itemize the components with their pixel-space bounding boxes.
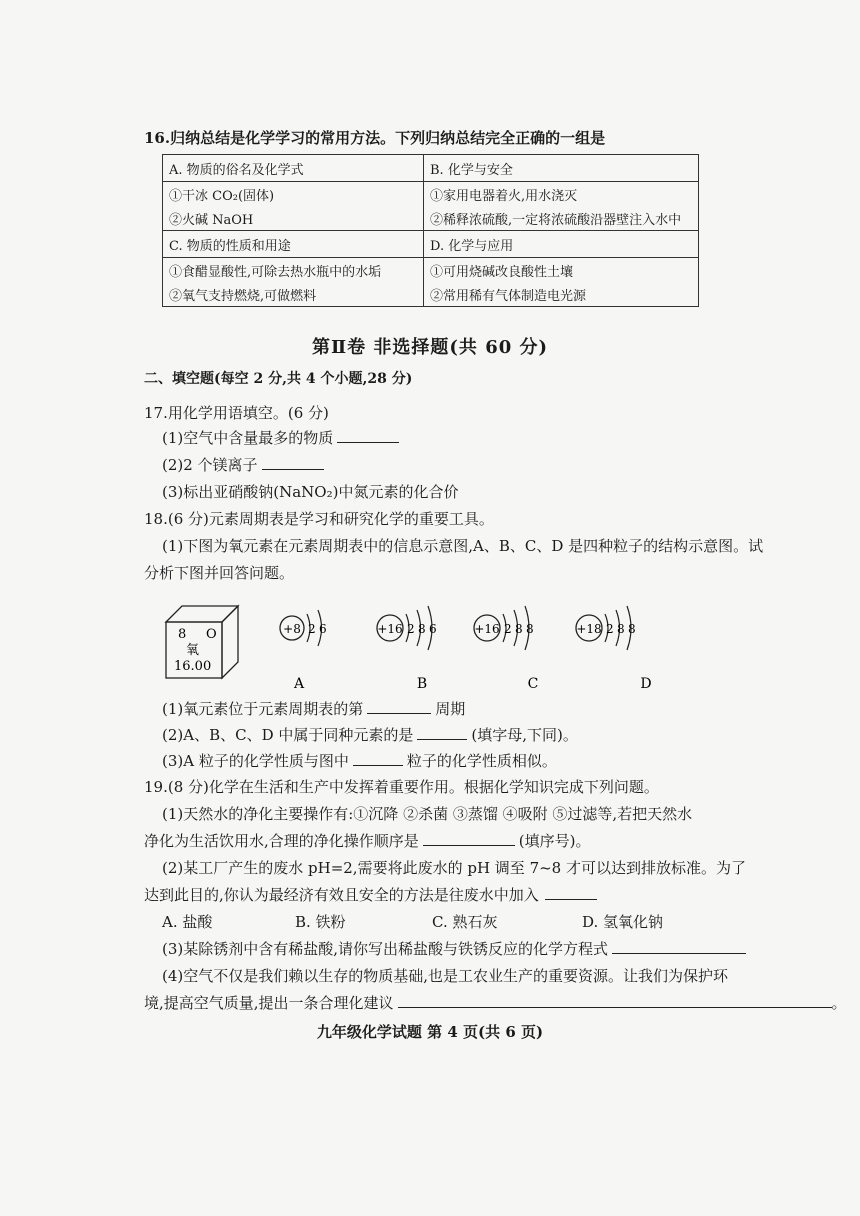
q18-intro-line1: (1)下图为氧元素在元素周期表中的信息示意图,A、B、C、D 是四种粒子的结构示意图。试 [162,537,764,555]
q18-part1-text: (1)氧元素位于元素周期表的第 [162,700,364,718]
atom-a [280,610,327,692]
q18-part2 [162,725,578,745]
q18-part2-text: (2)A、B、C、D 中属于同种元素的是 [162,726,414,744]
q19-option-d: D. 氢氧化钠 [582,913,664,931]
q18-part2-suffix: (填字母,下同)。 [471,726,578,744]
section-title: 第Ⅱ卷 非选择题(共 60 分) [311,337,549,358]
q19-answer4-blank[interactable] [398,993,832,1008]
option-d-item1: ①可用烧碱改良酸性土壤 [424,258,699,283]
atom-a-label: A [293,676,305,692]
q16-stem: 16.归纳总结是化学学习的常用方法。下列归纳总结完全正确的一组是 [144,129,606,147]
q19-answer2-blank[interactable] [545,885,597,900]
atom-b-nucleus: +16 [377,622,403,636]
q17-part2-text: (2)2 个镁离子 [162,456,258,474]
atom-c-label: C [527,676,539,692]
q19-part4-line1: (4)空气不仅是我们赖以生存的物质基础,也是工农业生产的重要资源。让我们为保护环 [162,967,729,985]
atom-c-shell3: 8 [526,622,534,636]
atom-b-shell3: 6 [429,622,437,636]
atomic-structure-diagram [160,590,690,698]
element-symbol: O [206,627,217,642]
q18-part1-suffix: 周期 [435,700,466,718]
q19-part3 [162,939,746,959]
atom-d-nucleus: +18 [576,622,602,636]
option-b-head: B. 化学与安全 [424,155,699,182]
option-b-item1: ①家用电器着火,用水浇灭 [424,182,699,207]
q19-part1-suffix: (填序号)。 [518,832,591,850]
q18-part3 [162,751,557,771]
atom-d-shell3: 8 [628,622,636,636]
page-footer: 九年级化学试题 第 4 页(共 6 页) [316,1023,544,1041]
q18-answer3-blank[interactable] [353,751,403,766]
q17-answer2-blank[interactable] [262,455,324,470]
q18-stem: 18.(6 分)元素周期表是学习和研究化学的重要工具。 [144,510,494,528]
atom-d-shell2: 8 [617,622,625,636]
atomic-mass: 16.00 [174,659,212,674]
option-c-head: C. 物质的性质和用途 [163,231,424,258]
q18-answer2-blank[interactable] [417,725,467,740]
q19-option-c: C. 熟石灰 [432,913,498,931]
atom-b-label: B [416,676,428,692]
q17-answer1-blank[interactable] [337,428,399,443]
q17-part1-text: (1)空气中含量最多的物质 [162,429,334,447]
q19-part4-line2 [144,993,847,1013]
q18-intro-line2: 分析下图并回答问题。 [144,564,295,582]
q18-part3-suffix: 粒子的化学性质相似。 [406,752,557,770]
atom-a-nucleus: +8 [283,622,301,636]
atom-d-shell1: 2 [606,622,614,636]
q17-part2 [162,455,324,475]
q17-part1 [162,428,399,448]
q19-part1-text: 净化为生活饮用水,合理的净化操作顺序是 [144,832,419,850]
option-c-item2: ②氧气支持燃烧,可做燃料 [163,282,424,307]
q18-part3-text: (3)A 粒子的化学性质与图中 [162,752,349,770]
option-c-item1: ①食醋显酸性,可除去热水瓶中的水垢 [163,258,424,283]
q19-answer1-blank[interactable] [423,831,515,846]
option-d-item2: ②常用稀有气体制造电光源 [424,282,699,307]
q19-part1-line1: (1)天然水的净化主要操作有:①沉降 ②杀菌 ③蒸馏 ④吸附 ⑤过滤等,若把天然水 [162,805,693,823]
atom-b-shell1: 2 [407,622,415,636]
q18-part1 [162,699,465,719]
q19-option-b: B. 铁粉 [295,913,346,931]
atom-c-shell2: 8 [515,622,523,636]
q19-part2-line2 [144,885,597,905]
option-a-item1: ①干冰 CO₂(固体) [163,182,424,207]
option-b-item2: ②稀释浓硫酸,一定将浓硫酸沿器壁注入水中 [424,206,699,231]
q16-options-table [162,154,699,307]
atom-d [576,606,652,692]
q19-answer3-blank[interactable] [612,939,746,954]
option-a-head: A. 物质的俗名及化学式 [163,155,424,182]
part-heading: 二、填空题(每空 2 分,共 4 个小题,28 分) [144,371,413,387]
q19-part1-line2 [144,831,591,851]
q19-part4-end: 。 [831,994,847,1012]
q19-option-a: A. 盐酸 [162,913,213,931]
atomic-number: 8 [178,627,187,642]
atom-c [474,606,538,692]
option-a-item2: ②火碱 NaOH [163,206,424,231]
q17-stem: 17.用化学用语填空。(6 分) [144,404,329,422]
atom-a-shell1: 2 [308,622,316,636]
atom-c-shell1: 2 [504,622,512,636]
atom-c-nucleus: +16 [474,622,500,636]
element-name: 氧 [186,643,200,658]
option-d-head: D. 化学与应用 [424,231,699,258]
q19-part2-text: 达到此目的,你认为最经济有效且安全的方法是往废水中加入 [144,886,539,904]
q19-part4-text: 境,提高空气质量,提出一条合理化建议 [144,994,394,1012]
q19-part2-line1: (2)某工厂产生的废水 pH=2,需要将此废水的 pH 调至 7~8 才可以达到排放标准。为了 [162,859,746,877]
atom-d-label: D [640,676,652,692]
atom-b [377,606,437,692]
q19-stem: 19.(8 分)化学在生活和生产中发挥着重要作用。根据化学知识完成下列问题。 [144,778,659,796]
atom-a-shell2: 6 [319,622,327,636]
q18-answer1-blank[interactable] [367,699,431,714]
atom-b-shell2: 8 [418,622,426,636]
q19-part3-text: (3)某除锈剂中含有稀盐酸,请你写出稀盐酸与铁锈反应的化学方程式 [162,940,609,958]
periodic-table-cell [166,606,238,678]
q17-part3: (3)标出亚硝酸钠(NaNO₂)中氮元素的化合价 [162,483,459,501]
